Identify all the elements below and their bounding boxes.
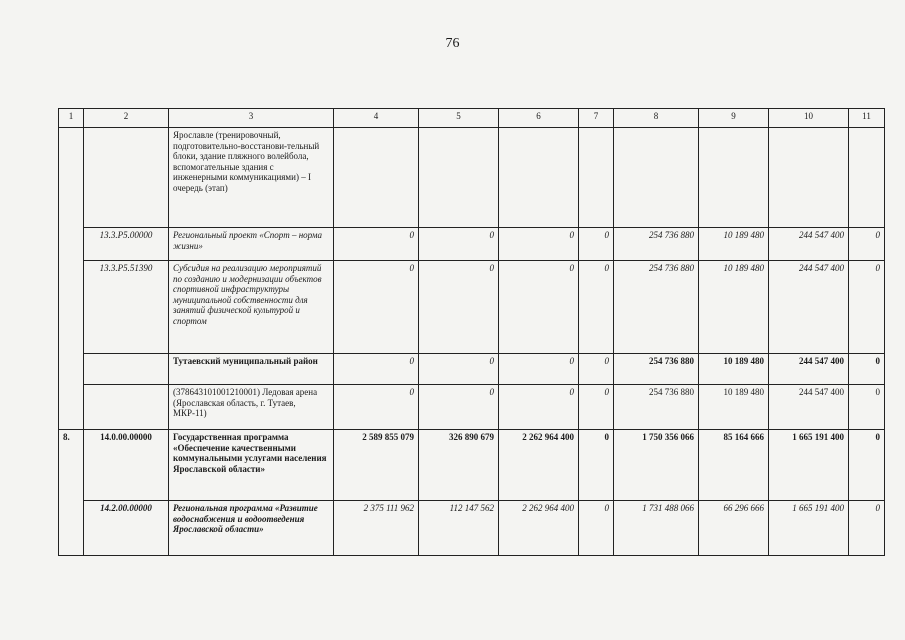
value-cell-4: 2 589 855 079 (334, 430, 419, 501)
value-cell-7: 0 (579, 261, 614, 354)
value-cell-7: 0 (579, 430, 614, 501)
value-cell-10: 244 547 400 (769, 261, 849, 354)
code-cell: 14.2.00.00000 (84, 501, 169, 556)
name-cell: (378643101001210001) Ледовая арена (Ярославская область, г. Тутаев, МКР-11) (169, 385, 334, 430)
table-row (59, 261, 885, 354)
value-cell-7: 0 (579, 385, 614, 430)
table-row (59, 128, 885, 228)
header-cell: 11 (849, 109, 885, 128)
header-cell: 4 (334, 109, 419, 128)
value-cell-11: 0 (849, 261, 885, 354)
value-cell-9: 10 189 480 (699, 354, 769, 385)
value-cell-9: 10 189 480 (699, 228, 769, 261)
value-cell-9: 10 189 480 (699, 385, 769, 430)
value-cell-8: 254 736 880 (614, 354, 699, 385)
table-header-row (59, 109, 885, 128)
code-cell (84, 354, 169, 385)
value-cell-7: 0 (579, 501, 614, 556)
value-cell-11: 0 (849, 354, 885, 385)
header-cell: 9 (699, 109, 769, 128)
value-cell-8: 254 736 880 (614, 261, 699, 354)
value-cell-10 (769, 128, 849, 228)
value-cell-8: 1 750 356 066 (614, 430, 699, 501)
index-cell: 8. (59, 430, 84, 556)
value-cell-4 (334, 128, 419, 228)
value-cell-10: 244 547 400 (769, 385, 849, 430)
value-cell-5: 0 (419, 228, 499, 261)
code-cell: 13.3.Р5.00000 (84, 228, 169, 261)
header-cell: 6 (499, 109, 579, 128)
value-cell-5: 0 (419, 385, 499, 430)
value-cell-8: 1 731 488 066 (614, 501, 699, 556)
value-cell-7: 0 (579, 228, 614, 261)
value-cell-7: 0 (579, 354, 614, 385)
header-cell: 8 (614, 109, 699, 128)
value-cell-10: 244 547 400 (769, 228, 849, 261)
value-cell-6: 2 262 964 400 (499, 501, 579, 556)
name-cell: Ярославле (тренировочный, подготовительно-восстанови-тельный блоки, здание пляжного волейбола, вспомогательные здания с инженерными коммуникациями) – I очередь (этап) (169, 128, 334, 228)
header-cell: 7 (579, 109, 614, 128)
value-cell-11: 0 (849, 501, 885, 556)
table-row (59, 501, 885, 556)
value-cell-4: 0 (334, 354, 419, 385)
code-cell: 13.3.Р5.51390 (84, 261, 169, 354)
header-cell: 3 (169, 109, 334, 128)
value-cell-10: 1 665 191 400 (769, 430, 849, 501)
header-cell: 1 (59, 109, 84, 128)
name-cell: Субсидия на реализацию мероприятий по созданию и модернизации объектов спортивной инфраструктуры муниципальной собственности для занятий физической культурой и спортом (169, 261, 334, 354)
table-row (59, 385, 885, 430)
value-cell-5: 326 890 679 (419, 430, 499, 501)
value-cell-4: 0 (334, 261, 419, 354)
code-cell (84, 385, 169, 430)
name-cell: Государственная программа «Обеспечение качественными коммунальными услугами населения Ярославской области» (169, 430, 334, 501)
value-cell-11: 0 (849, 228, 885, 261)
value-cell-5: 0 (419, 354, 499, 385)
page-number: 76 (445, 36, 460, 51)
name-cell: Региональная программа «Развитие водоснабжения и водоотведения Ярославской области» (169, 501, 334, 556)
header-cell: 2 (84, 109, 169, 128)
value-cell-9: 85 164 666 (699, 430, 769, 501)
table-row (59, 354, 885, 385)
value-cell-6: 0 (499, 354, 579, 385)
table-row (59, 430, 885, 501)
value-cell-8: 254 736 880 (614, 228, 699, 261)
name-cell: Региональный проект «Спорт – норма жизни» (169, 228, 334, 261)
header-cell: 5 (419, 109, 499, 128)
index-cell (59, 128, 84, 430)
value-cell-10: 244 547 400 (769, 354, 849, 385)
value-cell-5: 0 (419, 261, 499, 354)
name-cell: Тутаевский муниципальный район (169, 354, 334, 385)
value-cell-6 (499, 128, 579, 228)
value-cell-4: 0 (334, 385, 419, 430)
value-cell-5: 112 147 562 (419, 501, 499, 556)
budget-table (58, 108, 885, 556)
value-cell-9: 66 296 666 (699, 501, 769, 556)
value-cell-11: 0 (849, 430, 885, 501)
value-cell-9 (699, 128, 769, 228)
value-cell-8: 254 736 880 (614, 385, 699, 430)
value-cell-4: 0 (334, 228, 419, 261)
code-cell (84, 128, 169, 228)
value-cell-11 (849, 128, 885, 228)
value-cell-5 (419, 128, 499, 228)
code-cell: 14.0.00.00000 (84, 430, 169, 501)
value-cell-11: 0 (849, 385, 885, 430)
value-cell-6: 0 (499, 228, 579, 261)
value-cell-7 (579, 128, 614, 228)
value-cell-8 (614, 128, 699, 228)
value-cell-6: 0 (499, 261, 579, 354)
table-row (59, 228, 885, 261)
value-cell-6: 2 262 964 400 (499, 430, 579, 501)
value-cell-6: 0 (499, 385, 579, 430)
value-cell-4: 2 375 111 962 (334, 501, 419, 556)
value-cell-9: 10 189 480 (699, 261, 769, 354)
header-cell: 10 (769, 109, 849, 128)
value-cell-10: 1 665 191 400 (769, 501, 849, 556)
